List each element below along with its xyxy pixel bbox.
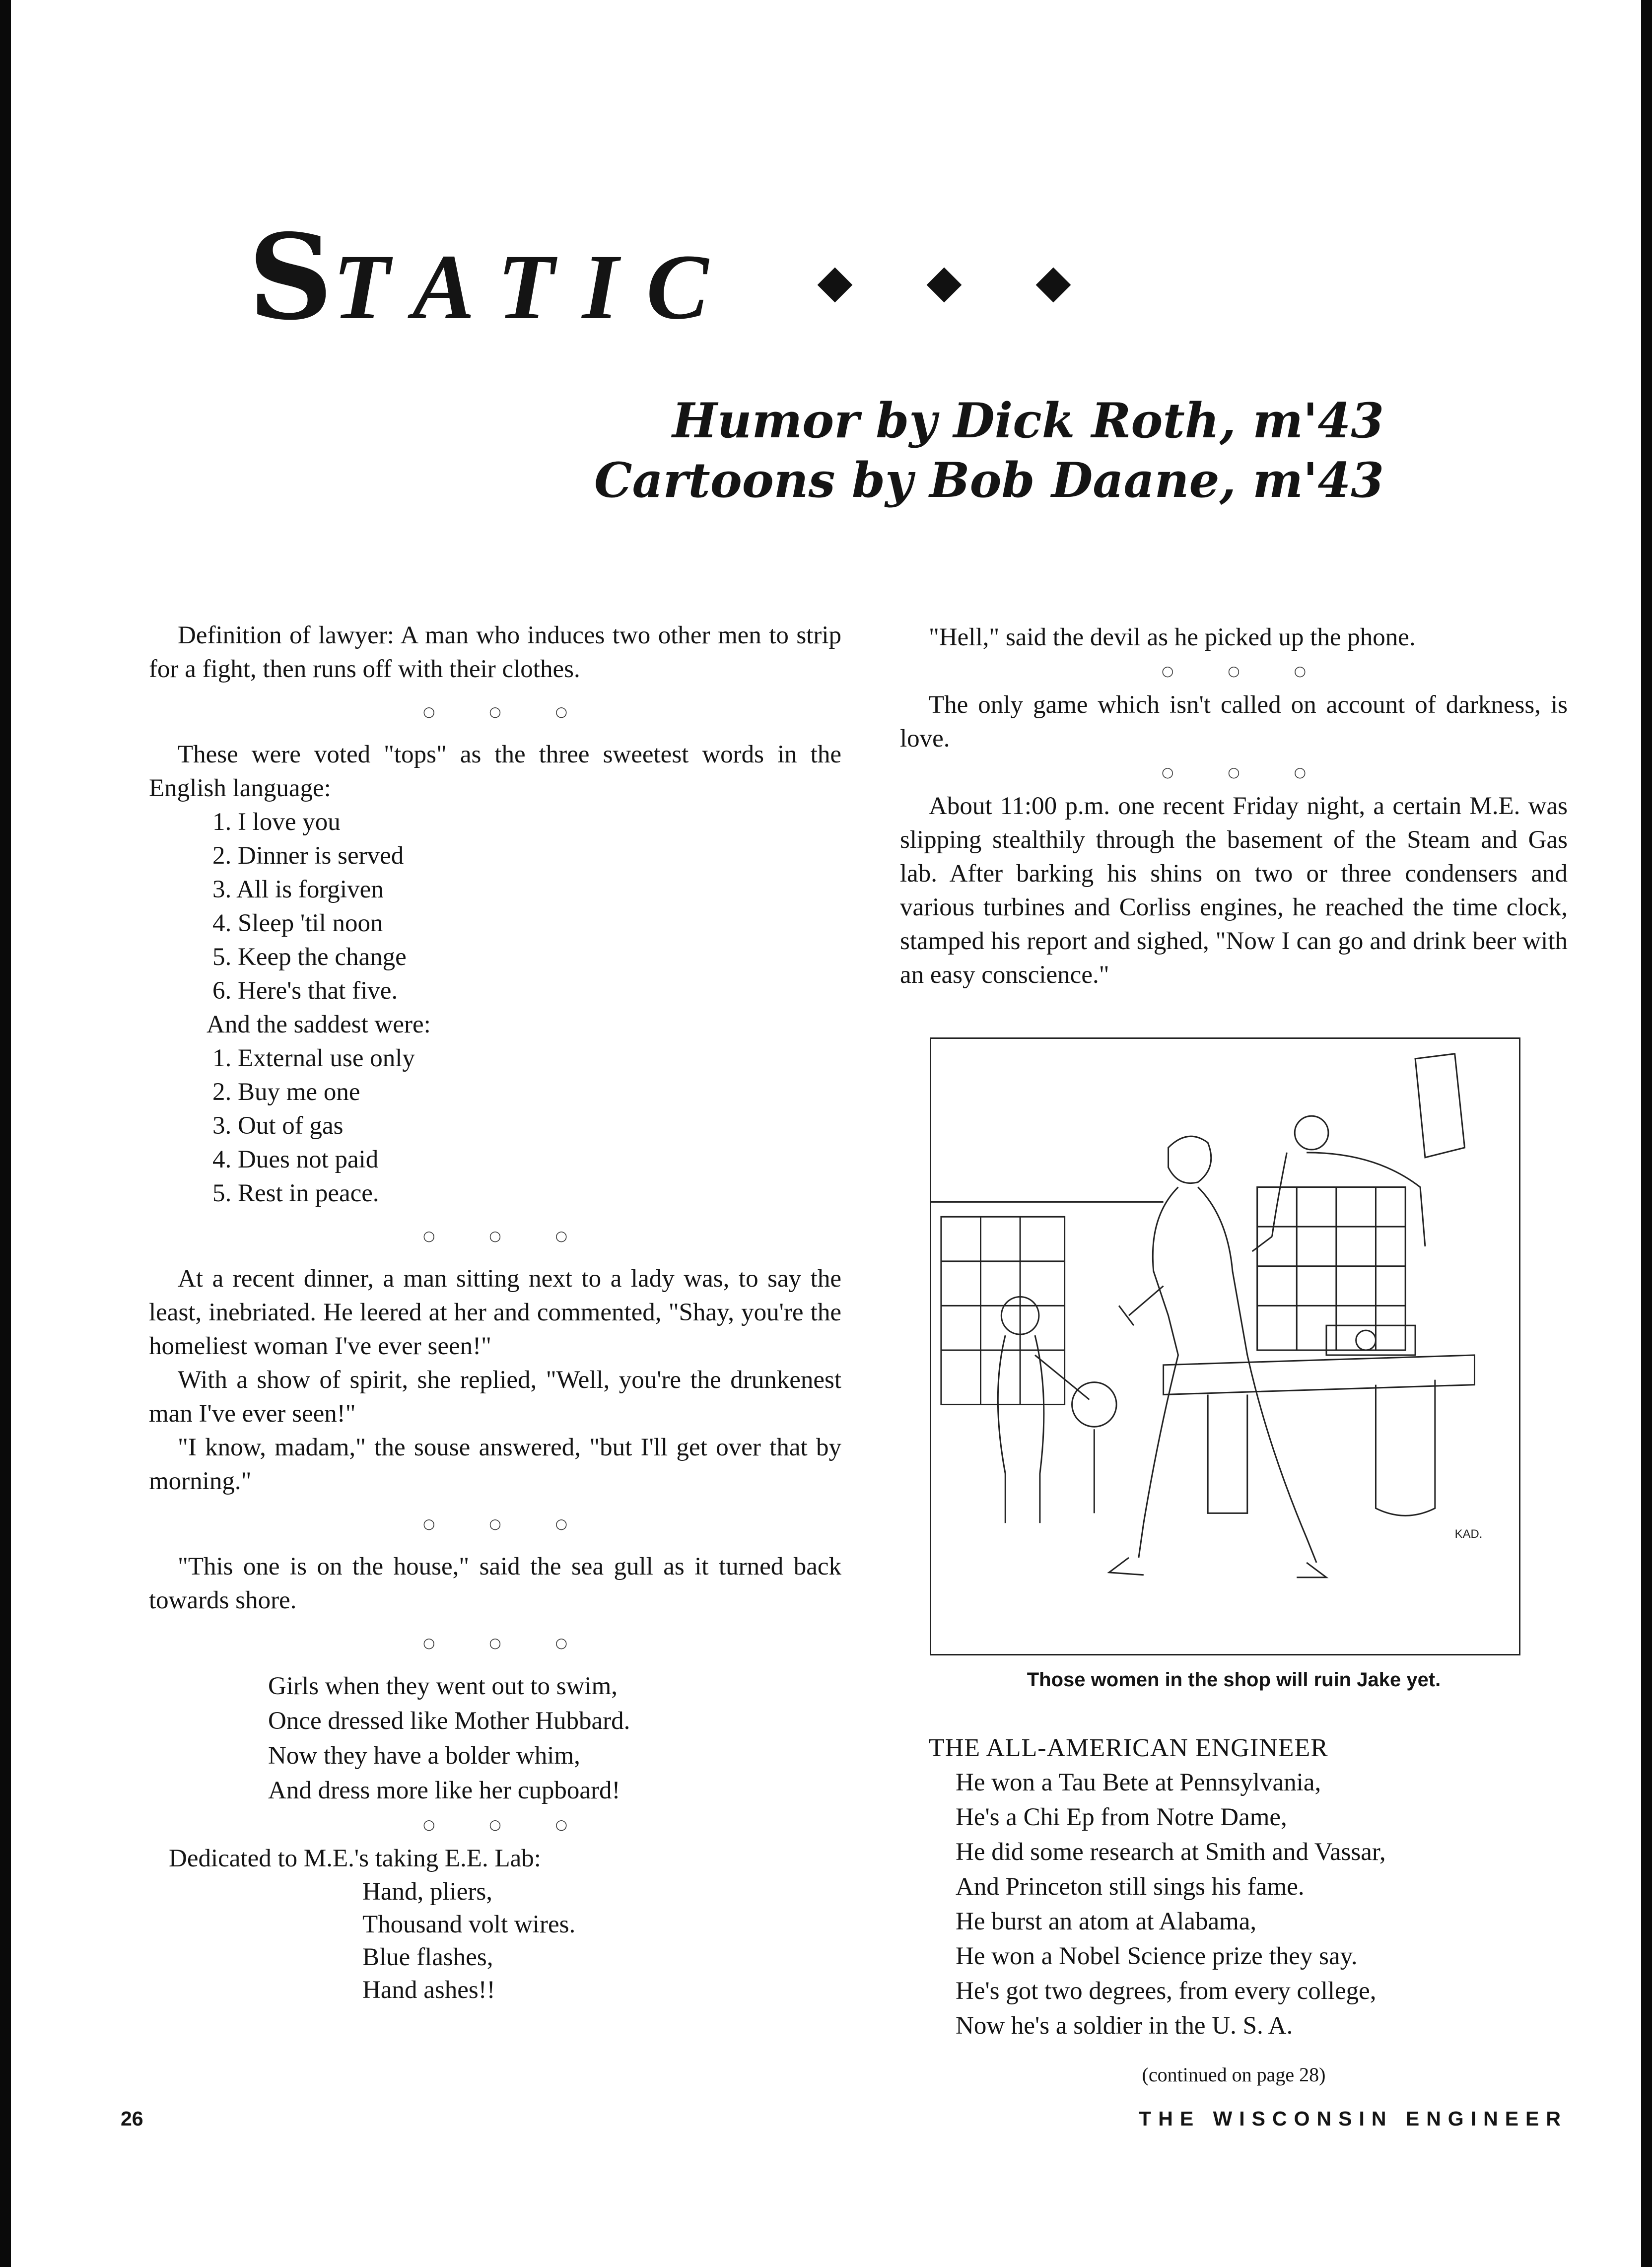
cartoon-drawing [931, 1039, 1519, 1654]
joke-game: The only game which isn't called on account of darkness, is love. [900, 691, 1568, 753]
verse-line: Girls when they went out to swim, [268, 1672, 618, 1700]
poem-line: He's got two degrees, from every college, [956, 1977, 1377, 2005]
separator: ○ ○ ○ [422, 1635, 593, 1651]
separator: ○ ○ ○ [1161, 663, 1331, 679]
sweetest-words-list [149, 805, 841, 1008]
list-item: 6. Here's that five. [212, 977, 398, 1005]
diamond-ornament [927, 268, 962, 303]
joke-sweetest-intro: These were voted "tops" as the three sweetest words in the English language: [149, 741, 841, 802]
page-edge-left [0, 0, 11, 2267]
right-column [900, 620, 1568, 992]
byline-humor: Humor by Dick Roth, m'43 [672, 393, 1384, 449]
list-item: 5. Rest in peace. [212, 1179, 379, 1207]
saddest-words-list [149, 1041, 841, 1210]
publication-name: THE WISCONSIN ENGINEER [1139, 2107, 1568, 2130]
title-rest: TATIC [333, 235, 737, 339]
poem-line: He did some research at Smith and Vassar, [956, 1838, 1386, 1866]
diamond-ornament [1036, 268, 1071, 303]
verse-line: Thousand volt wires. [362, 1911, 576, 1938]
saddest-intro: And the saddest were: [206, 1011, 431, 1038]
list-item: 1. External use only [212, 1044, 415, 1072]
joke-seagull: "This one is on the house," said the sea gull as it turned back towards shore. [149, 1553, 841, 1614]
verse-line: Blue flashes, [362, 1943, 493, 1971]
poem-block [900, 1731, 1568, 2092]
verse-line: And dress more like her cupboard! [268, 1777, 620, 1804]
byline-cartoons: Cartoons by Bob Daane, m'43 [594, 452, 1384, 508]
verse-swim [149, 1669, 841, 1808]
list-item: 4. Dues not paid [212, 1146, 379, 1173]
cartoon-illustration [930, 1037, 1520, 1655]
separator: ○ ○ ○ [422, 1816, 593, 1833]
verse-line: Once dressed like Mother Hubbard. [268, 1707, 630, 1735]
poem-title: THE ALL-AMERICAN ENGINEER [929, 1734, 1328, 1762]
title-initial: S [248, 208, 333, 346]
continued-note: (continued on page 28) [1142, 2063, 1326, 2086]
poem-lines [900, 1765, 1568, 2043]
verse-line: Now they have a bolder whim, [268, 1742, 580, 1770]
poem-line: Now he's a soldier in the U. S. A. [956, 2012, 1293, 2040]
list-item: 2. Buy me one [212, 1078, 360, 1106]
joke-dinner-3: "I know, madam," the souse answered, "but I'll get over that by morning." [149, 1434, 841, 1495]
cartoon-caption: Those women in the shop will ruin Jake yet. [1027, 1669, 1441, 1691]
separator: ○ ○ ○ [1161, 764, 1331, 780]
verse-line: Hand ashes!! [362, 1976, 495, 2004]
separator: ○ ○ ○ [422, 703, 593, 720]
separator: ○ ○ ○ [422, 1228, 593, 1244]
page-edge-right [1641, 0, 1652, 2267]
page-title [248, 208, 1066, 346]
joke-dinner-1: At a recent dinner, a man sitting next to a lady was, to say the least, inebriated. He leered at her and commented, "Shay, you're the homeliest woman I've ever seen!" [149, 1265, 841, 1360]
poem-line: He's a Chi Ep from Notre Dame, [956, 1803, 1287, 1831]
cartoon-signature: KAD. [1454, 1527, 1483, 1541]
joke-hell: "Hell," said the devil as he picked up the phone. [929, 623, 1416, 651]
left-column [149, 618, 841, 2006]
page-number: 26 [121, 2107, 143, 2130]
verse-lab [149, 1875, 841, 2006]
poem-line: He won a Nobel Science prize they say. [956, 1942, 1358, 1970]
list-item: 1. I love you [212, 808, 341, 836]
verse-line: Hand, pliers, [362, 1878, 493, 1906]
poem-line: He won a Tau Bete at Pennsylvania, [956, 1769, 1321, 1796]
list-item: 3. Out of gas [212, 1112, 344, 1140]
window-frame [941, 1217, 1065, 1404]
list-item: 4. Sleep 'til noon [212, 909, 383, 937]
diamond-ornament [818, 268, 853, 303]
joke-dinner-2: With a show of spirit, she replied, "Well, you're the drunkenest man I've ever seen!" [149, 1366, 841, 1428]
list-item: 5. Keep the change [212, 943, 407, 971]
joke-lawyer: Definition of lawyer: A man who induces two other men to strip for a fight, then runs off with their clothes. [149, 621, 841, 683]
poem-line: And Princeton still sings his fame. [956, 1873, 1305, 1901]
poem-line: He burst an atom at Alabama, [956, 1908, 1257, 1935]
joke-me-story: About 11:00 p.m. one recent Friday night, a certain M.E. was slipping stealthily through the basement of the Steam and Gas lab. After barking his shins on two or three condensers and various turbines and Corliss engines, he reached the time clock, stamped his report and sighed, "Now I can go and drink beer with an easy conscience." [900, 792, 1568, 989]
list-item: 2. Dinner is served [212, 842, 404, 870]
list-item: 3. All is forgiven [212, 876, 384, 903]
separator: ○ ○ ○ [422, 1515, 593, 1532]
dedicated-line: Dedicated to M.E.'s taking E.E. Lab: [169, 1845, 541, 1872]
